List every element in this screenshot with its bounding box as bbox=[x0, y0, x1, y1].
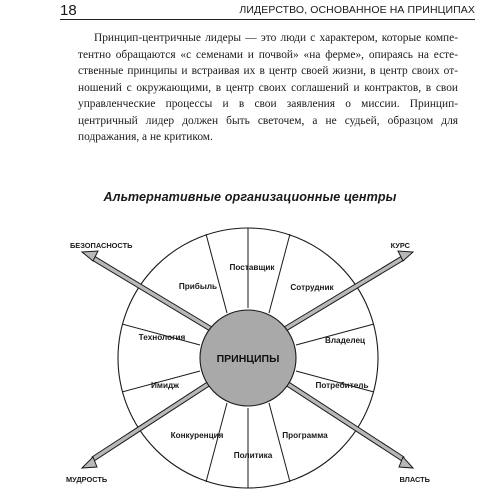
principles-label: ПРИНЦИПЫ bbox=[216, 353, 280, 365]
sector-label-owner: Владелец bbox=[324, 336, 366, 345]
paragraph-line: Принцип-центричные лидеры — это люди с характером, которые компе- bbox=[94, 32, 458, 44]
arrow-label-wisdom: МУДРОСТЬ bbox=[66, 475, 108, 484]
figure-title: Альтернативные организационные центры bbox=[103, 190, 397, 204]
paragraph-line: лидер должен быть светочем, а не судьей, образцом для подражания, а не bbox=[78, 114, 458, 143]
arrow-label-power: ВЛАСТЬ bbox=[399, 475, 430, 484]
sector-label-technology: Технология bbox=[138, 333, 186, 342]
sector-label-consumer: Потребитель bbox=[315, 381, 369, 390]
sector-label-profit: Прибыль bbox=[178, 282, 218, 291]
arrow-label-course: КУРС bbox=[390, 241, 410, 250]
paragraph-line: управленческие процессы и в свои заявления о миссии. Принцип-центричный bbox=[78, 98, 458, 127]
paragraph-line: тентно обращаются «с семенами и почвой» «на ферме», опираясь на есте- bbox=[78, 48, 458, 61]
sector-label-competition: Конкуренция bbox=[170, 431, 224, 440]
running-title: ЛИДЕРСТВО, ОСНОВАННОЕ НА ПРИНЦИПАХ bbox=[239, 4, 475, 16]
paragraph-line: ношений с окружающими, в центр своих соглашений и контрактов, в свои bbox=[78, 81, 458, 94]
page-number: 18 bbox=[60, 2, 77, 19]
sector-label-supplier: Поставщик bbox=[229, 263, 275, 272]
paragraph-line: ственные принципы и встраивая их в центр своей жизни, в центр своих от- bbox=[78, 65, 458, 77]
sector-label-program: Программа bbox=[282, 431, 328, 440]
sector-label-employee: Сотрудник bbox=[290, 283, 334, 292]
paragraph-line: критиком. bbox=[163, 131, 213, 143]
arrow-label-security: БЕЗОПАСНОСТЬ bbox=[70, 241, 133, 250]
sector-label-image: Имидж bbox=[151, 381, 179, 390]
sector-label-policy: Политика bbox=[233, 451, 273, 460]
